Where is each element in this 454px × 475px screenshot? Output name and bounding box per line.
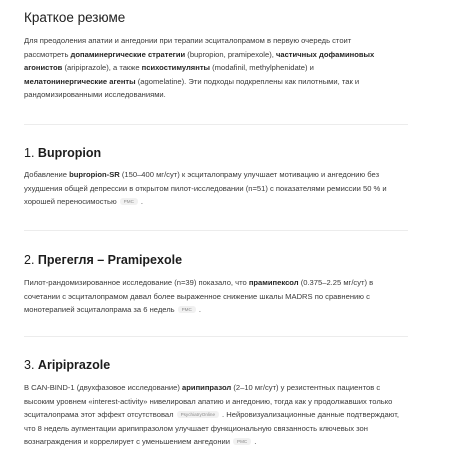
section-bold-drug: арипипразол	[182, 383, 232, 392]
section-paragraph-pramipexole	[24, 276, 402, 317]
summary-bold-stimulants: психостимулянты	[141, 63, 211, 73]
citation-badge[interactable]: PMC	[233, 438, 251, 445]
section-text: . Нейровизуализационные данные подтверждают, что 8 недель аугментации арипипразолом улучшает функциональную связанность ключевых зон вознаграждения и коррелирует с уменьшением ангедонии	[24, 410, 399, 447]
section-text: (150–400 мг/сут) к эсциталопраму улучшает мотивацию и ангедонию без ухудшения общей депрессии в открытом пилот-исследовании (n=51) с показателями ремиссии 50 % и хорошей переносимостью	[24, 170, 387, 207]
citation-badge[interactable]: PsychiatryOnline	[177, 411, 219, 418]
summary-text: (bupropion, pramipexole),	[185, 49, 276, 59]
section-number: 1.	[24, 146, 35, 160]
section-heading-bupropion	[24, 146, 101, 160]
section-text: (2–10 мг/сут) у резистентных пациентов с высоким уровнем «interest-activity» нивелировал апатию и ангедонию, тогда как у продолжавших только эсциталопрама этот эффект отсутствовал	[24, 383, 393, 420]
summary-title: Краткое резюме	[24, 10, 126, 25]
section-bold-drug: прамипексол	[248, 278, 299, 287]
summary-bold-dopaminergic: допаминергические стратегии	[70, 49, 186, 59]
section-text: .	[198, 305, 201, 315]
section-heading-aripiprazole	[24, 358, 110, 372]
section-paragraph-bupropion	[24, 168, 402, 209]
citation-badge[interactable]: PMC	[178, 306, 196, 313]
section-text: Пилот-рандомизированное исследование (n=39) показало, что	[24, 278, 249, 287]
section-bold-drug: bupropion-SR	[69, 170, 120, 179]
divider	[24, 124, 408, 125]
summary-text: (aripiprazole), а также	[62, 63, 142, 73]
section-paragraph-aripiprazole	[24, 381, 402, 449]
section-text: .	[140, 197, 144, 207]
section-text: .	[254, 437, 257, 447]
divider	[24, 230, 408, 231]
section-text: В CAN-BIND-1 (двухфазовое исследование)	[24, 383, 183, 392]
summary-paragraph	[24, 34, 396, 102]
section-text: Добавление	[24, 170, 70, 179]
section-name: Bupropion	[37, 146, 102, 160]
divider	[24, 336, 408, 337]
section-name: Aripiprazole	[37, 358, 111, 372]
summary-text: (modafinil, methylphenidate) и	[210, 63, 314, 73]
section-number: 2.	[24, 253, 35, 267]
citation-badge[interactable]: PMC	[120, 198, 138, 205]
summary-text: (agomelatine). Эти подходы подкреплены как пилотными, так и рандомизированными исследованиями.	[24, 76, 360, 100]
section-heading-pramipexole	[24, 253, 182, 267]
summary-bold-melatonergic: мелатонинергические агенты	[24, 76, 136, 86]
section-name: Прегегля – Pramipexole	[37, 253, 183, 267]
summary-bold-agonists: частичных дофаминовых агонистов	[24, 49, 375, 73]
section-number: 3.	[24, 358, 35, 372]
section-text: (0.375–2.25 мг/сут) в сочетании с эсциталопрамом давал более выраженное снижение шкалы MADRS по сравнению с монотерапией эсциталопрама за 6 недель	[24, 278, 374, 315]
summary-text: Для преодоления апатии и ангедонии при терапии эсциталопрамом в первую очередь стоит рассмотреть	[24, 36, 352, 59]
